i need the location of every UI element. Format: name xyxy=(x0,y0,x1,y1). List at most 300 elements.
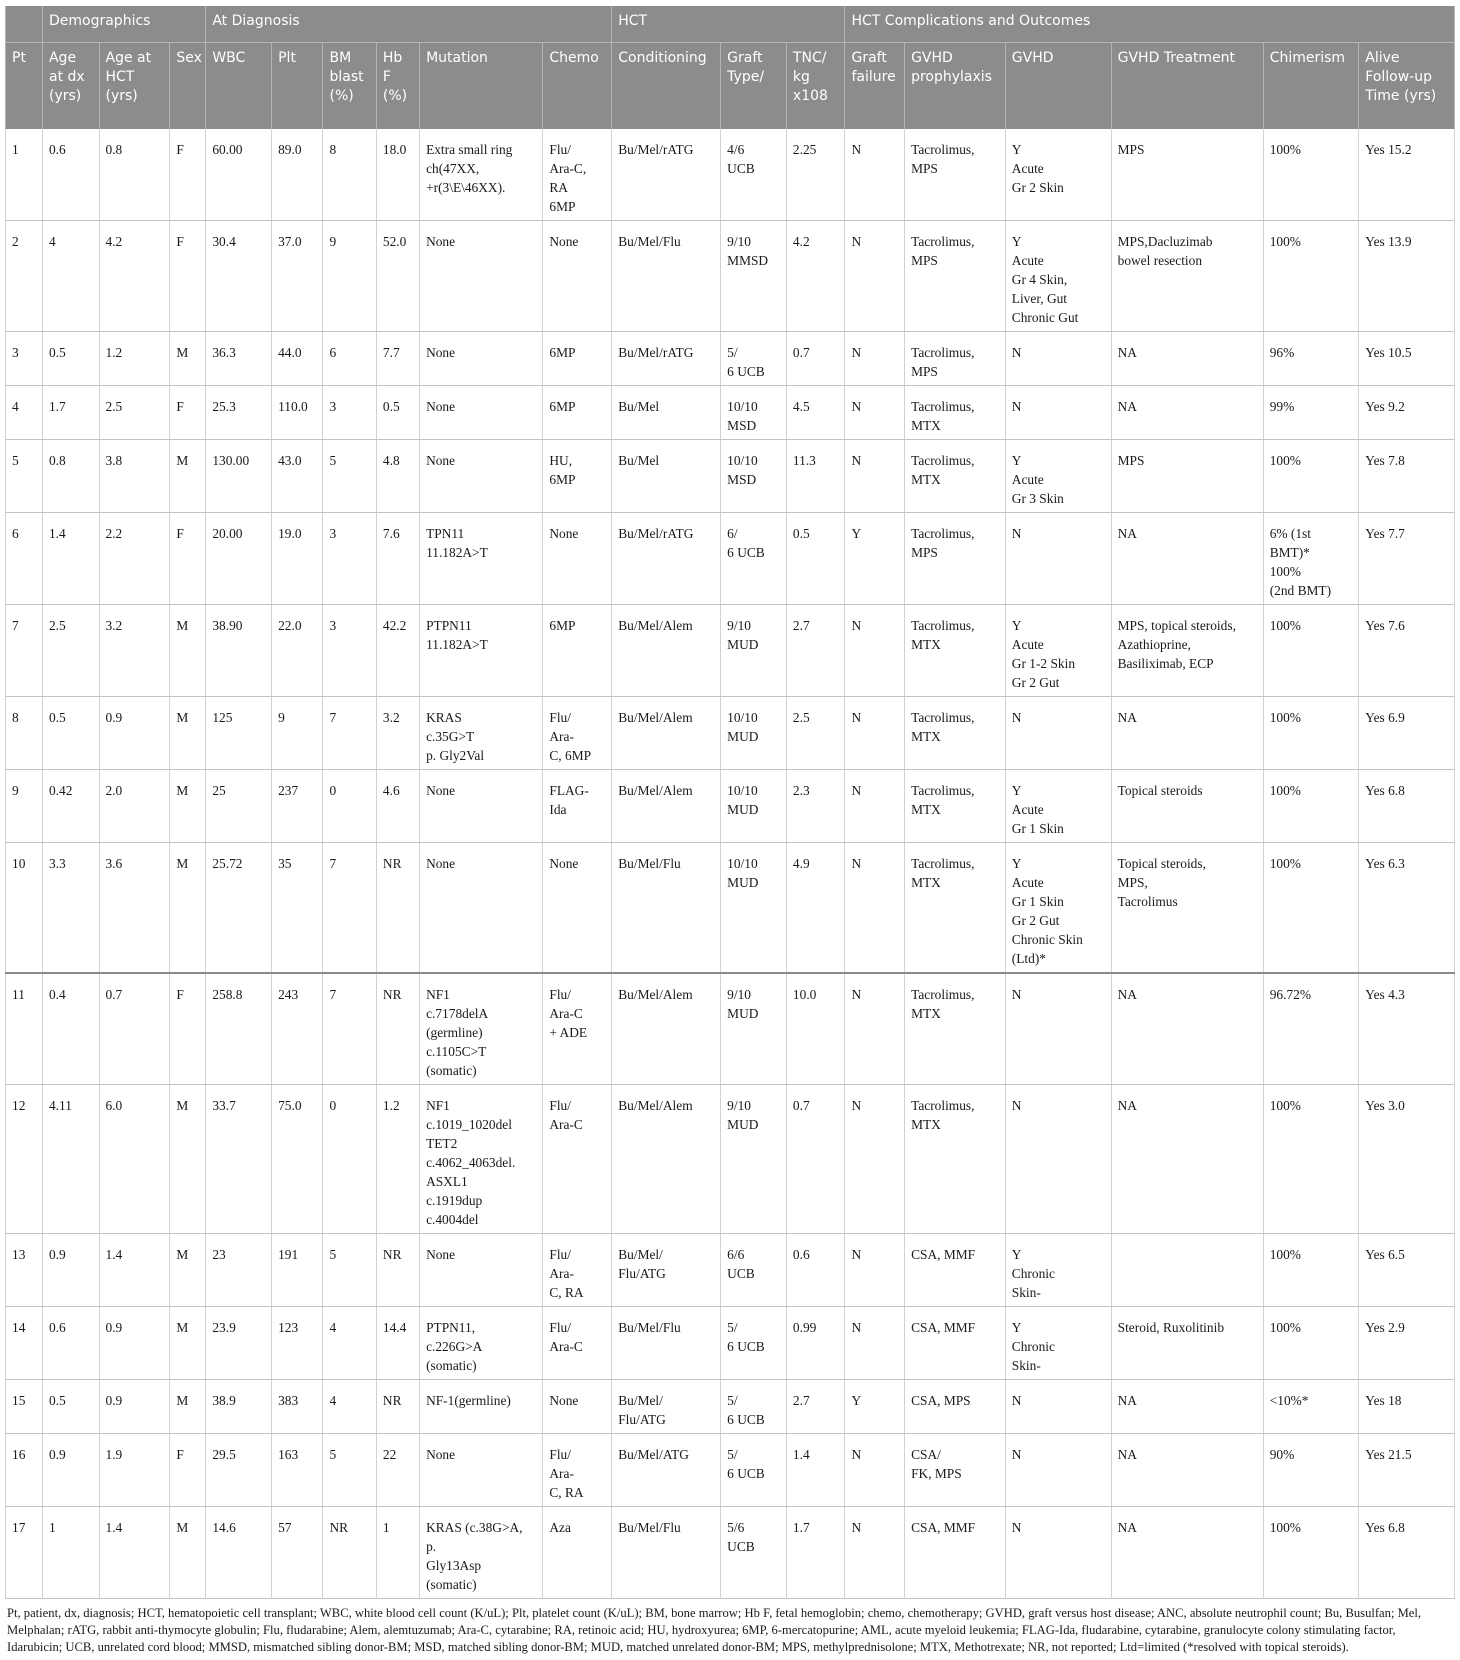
table-cell: N xyxy=(1005,1434,1111,1507)
table-cell: 38.9 xyxy=(206,1380,272,1434)
table-cell: Flu/ Ara-C, RA 6MP xyxy=(543,129,612,221)
table-row xyxy=(6,843,1455,974)
table-cell: 8 xyxy=(323,129,376,221)
table-cell: 5 xyxy=(323,440,376,513)
table-cell: 258.8 xyxy=(206,973,272,1085)
column-header: Sex xyxy=(170,43,206,130)
column-header: Chimerism xyxy=(1263,43,1359,130)
table-cell: 0 xyxy=(323,1085,376,1234)
table-cell: 2.3 xyxy=(786,770,845,843)
table-cell: NF1 c.7178delA (germline) c.1105C>T (somatic) xyxy=(420,973,543,1085)
table-cell: 1.4 xyxy=(42,513,99,605)
table-cell: 9/10 MUD xyxy=(721,973,787,1085)
table-cell: Y Acute Gr 3 Skin xyxy=(1005,440,1111,513)
table-cell: F xyxy=(170,973,206,1085)
table-cell: MPS xyxy=(1111,440,1263,513)
table-cell: 3.8 xyxy=(99,440,170,513)
table-cell: N xyxy=(845,843,905,974)
column-header: GVHD prophylaxis xyxy=(905,43,1006,130)
table-cell: Tacrolimus, MTX xyxy=(905,1085,1006,1234)
table-cell: NR xyxy=(376,843,419,974)
table-cell: 0.6 xyxy=(42,1307,99,1380)
table-cell: M xyxy=(170,843,206,974)
table-cell: MPS xyxy=(1111,129,1263,221)
table-cell: Yes 6.3 xyxy=(1359,843,1455,974)
table-cell: 6.0 xyxy=(99,1085,170,1234)
table-cell: M xyxy=(170,605,206,697)
table-cell: Extra small ring ch(47XX, +r(3\E\46XX). xyxy=(420,129,543,221)
column-header: Graft Type/ xyxy=(721,43,787,130)
table-cell: 100% xyxy=(1263,440,1359,513)
table-cell: 10/10 MUD xyxy=(721,843,787,974)
table-cell: 0.4 xyxy=(42,973,99,1085)
table-cell: Bu/Mel/Flu xyxy=(612,1507,721,1599)
table-cell: None xyxy=(420,221,543,332)
group-header-blank xyxy=(6,6,43,43)
table-cell: 1.4 xyxy=(99,1507,170,1599)
table-cell: Tacrolimus, MPS xyxy=(905,129,1006,221)
table-cell: Aza xyxy=(543,1507,612,1599)
table-cell: 16 xyxy=(6,1434,43,1507)
table-cell: N xyxy=(1005,513,1111,605)
table-cell: N xyxy=(1005,1085,1111,1234)
table-cell: 52.0 xyxy=(376,221,419,332)
table-cell: 4/6 UCB xyxy=(721,129,787,221)
table-cell: 5/ 6 UCB xyxy=(721,332,787,386)
table-cell: Flu/ Ara-C xyxy=(543,1307,612,1380)
table-cell: Topical steroids, MPS, Tacrolimus xyxy=(1111,843,1263,974)
table-cell: 100% xyxy=(1263,221,1359,332)
table-cell: 10.0 xyxy=(786,973,845,1085)
table-cell: N xyxy=(845,440,905,513)
table-cell: 43.0 xyxy=(272,440,323,513)
table-cell: 2.2 xyxy=(99,513,170,605)
table-cell: 100% xyxy=(1263,1085,1359,1234)
table-cell: F xyxy=(170,1434,206,1507)
table-cell: 4.8 xyxy=(376,440,419,513)
table-cell: NR xyxy=(376,973,419,1085)
table-cell: M xyxy=(170,770,206,843)
table-cell: PTPN11 11.182A>T xyxy=(420,605,543,697)
table-cell: 14 xyxy=(6,1307,43,1380)
table-cell: 0.7 xyxy=(99,973,170,1085)
table-cell: NF1 c.1019_1020del TET2 c.4062_4063del. ASXL1 c.1919dup c.4004del xyxy=(420,1085,543,1234)
table-cell: Yes 18 xyxy=(1359,1380,1455,1434)
table-cell: 35 xyxy=(272,843,323,974)
table-cell: 9/10 MUD xyxy=(721,1085,787,1234)
table-cell: 11.3 xyxy=(786,440,845,513)
table-cell: 6 xyxy=(6,513,43,605)
table-cell: 0.5 xyxy=(42,697,99,770)
table-cell: Bu/Mel/Flu xyxy=(612,1307,721,1380)
table-cell: 1.4 xyxy=(99,1234,170,1307)
table-cell: N xyxy=(1005,332,1111,386)
table-cell: 7 xyxy=(323,843,376,974)
table-cell: CSA, MMF xyxy=(905,1234,1006,1307)
column-header: Alive Follow-up Time (yrs) xyxy=(1359,43,1455,130)
table-cell: Tacrolimus, MTX xyxy=(905,605,1006,697)
table-cell: 110.0 xyxy=(272,386,323,440)
table-cell: N xyxy=(845,221,905,332)
table-cell: N xyxy=(845,1085,905,1234)
table-cell: Yes 6.9 xyxy=(1359,697,1455,770)
table-cell: 0.9 xyxy=(42,1234,99,1307)
table-cell: 3 xyxy=(323,513,376,605)
table-cell: 1 xyxy=(6,129,43,221)
table-cell: Tacrolimus, MPS xyxy=(905,513,1006,605)
table-body xyxy=(6,129,1455,1599)
table-cell: Bu/Mel/Flu xyxy=(612,843,721,974)
table-cell: None xyxy=(420,332,543,386)
table-cell: 17 xyxy=(6,1507,43,1599)
table-cell: M xyxy=(170,697,206,770)
table-cell: Bu/Mel/rATG xyxy=(612,332,721,386)
table-cell: NA xyxy=(1111,1380,1263,1434)
table-cell: 12 xyxy=(6,1085,43,1234)
table-cell: N xyxy=(845,129,905,221)
table-cell: F xyxy=(170,221,206,332)
table-cell: 0.9 xyxy=(42,1434,99,1507)
table-cell: Bu/Mel/ Flu/ATG xyxy=(612,1234,721,1307)
table-cell: NA xyxy=(1111,386,1263,440)
table-cell: NA xyxy=(1111,1085,1263,1234)
table-cell: 130.00 xyxy=(206,440,272,513)
table-cell: 22.0 xyxy=(272,605,323,697)
table-cell: Bu/Mel xyxy=(612,386,721,440)
table-cell: 0.5 xyxy=(786,513,845,605)
table-cell: Tacrolimus, MTX xyxy=(905,386,1006,440)
table-cell: None xyxy=(543,843,612,974)
table-cell: 37.0 xyxy=(272,221,323,332)
table-cell: 100% xyxy=(1263,129,1359,221)
table-row xyxy=(6,440,1455,513)
table-cell: Topical steroids xyxy=(1111,770,1263,843)
table-cell: None xyxy=(543,221,612,332)
table-cell: 6 xyxy=(323,332,376,386)
table-cell: 9 xyxy=(272,697,323,770)
table-cell: HU, 6MP xyxy=(543,440,612,513)
table-cell: 25 xyxy=(206,770,272,843)
table-cell: NF-1(germline) xyxy=(420,1380,543,1434)
group-header-at-diagnosis: At Diagnosis xyxy=(206,6,612,43)
table-cell: Y Acute Gr 4 Skin, Liver, Gut Chronic Gut xyxy=(1005,221,1111,332)
header-group-row xyxy=(6,6,1455,43)
table-cell: 2.7 xyxy=(786,605,845,697)
table-cell: 2.5 xyxy=(786,697,845,770)
table-cell: Y Chronic Skin- xyxy=(1005,1307,1111,1380)
table-cell: 4 xyxy=(42,221,99,332)
table-cell: 9 xyxy=(6,770,43,843)
table-cell: 14.4 xyxy=(376,1307,419,1380)
table-cell: 1.4 xyxy=(786,1434,845,1507)
table-cell: N xyxy=(1005,973,1111,1085)
table-cell: 3.6 xyxy=(99,843,170,974)
table-cell: 6MP xyxy=(543,605,612,697)
table-cell: N xyxy=(845,1307,905,1380)
table-cell: 0.42 xyxy=(42,770,99,843)
table-cell: N xyxy=(845,770,905,843)
table-cell: KRAS (c.38G>A, p. Gly13Asp (somatic) xyxy=(420,1507,543,1599)
table-cell: Yes 3.0 xyxy=(1359,1085,1455,1234)
table-cell: 4.6 xyxy=(376,770,419,843)
table-cell: Bu/Mel/Alem xyxy=(612,1085,721,1234)
table-cell: Y Acute Gr 1 Skin Gr 2 Gut Chronic Skin (Ltd)* xyxy=(1005,843,1111,974)
table-cell: 100% xyxy=(1263,605,1359,697)
table-cell: 1.9 xyxy=(99,1434,170,1507)
table-cell: M xyxy=(170,1234,206,1307)
table-cell: N xyxy=(845,973,905,1085)
table-cell: 99% xyxy=(1263,386,1359,440)
table-cell: Bu/Mel/rATG xyxy=(612,513,721,605)
table-row xyxy=(6,605,1455,697)
table-cell: 0.6 xyxy=(786,1234,845,1307)
table-cell: 9/10 MMSD xyxy=(721,221,787,332)
table-row xyxy=(6,1085,1455,1234)
table-cell: 15 xyxy=(6,1380,43,1434)
table-cell: Yes 10.5 xyxy=(1359,332,1455,386)
table-cell: 7 xyxy=(6,605,43,697)
table-cell: 11 xyxy=(6,973,43,1085)
table-cell: NA xyxy=(1111,1434,1263,1507)
table-cell: Yes 15.2 xyxy=(1359,129,1455,221)
table-cell: 100% xyxy=(1263,697,1359,770)
table-cell: 6MP xyxy=(543,332,612,386)
table-cell: 10/10 MSD xyxy=(721,440,787,513)
table-cell: 60.00 xyxy=(206,129,272,221)
table-cell: 191 xyxy=(272,1234,323,1307)
table-cell: CSA, MPS xyxy=(905,1380,1006,1434)
table-cell: 2.5 xyxy=(99,386,170,440)
table-cell: 2.7 xyxy=(786,1380,845,1434)
table-cell: M xyxy=(170,332,206,386)
table-cell: None xyxy=(420,440,543,513)
table-cell: N xyxy=(845,386,905,440)
table-cell: N xyxy=(1005,1507,1111,1599)
table-row xyxy=(6,973,1455,1085)
table-cell: Bu/Mel/Alem xyxy=(612,697,721,770)
table-cell: M xyxy=(170,1507,206,1599)
table-row xyxy=(6,221,1455,332)
table-cell: 22 xyxy=(376,1434,419,1507)
table-cell: 5 xyxy=(6,440,43,513)
table-cell: F xyxy=(170,386,206,440)
table-cell: Yes 6.8 xyxy=(1359,770,1455,843)
table-cell: Tacrolimus, MTX xyxy=(905,770,1006,843)
table-cell: CSA, MMF xyxy=(905,1507,1006,1599)
table-cell: Tacrolimus, MTX xyxy=(905,697,1006,770)
table-cell: NA xyxy=(1111,973,1263,1085)
table-cell: 1.7 xyxy=(42,386,99,440)
column-header: WBC xyxy=(206,43,272,130)
table-cell: 57 xyxy=(272,1507,323,1599)
table-cell: 100% xyxy=(1263,770,1359,843)
table-cell: 5 xyxy=(323,1234,376,1307)
table-cell: None xyxy=(420,1234,543,1307)
table-cell: Bu/Mel xyxy=(612,440,721,513)
table-cell: 7 xyxy=(323,973,376,1085)
table-cell: 4.11 xyxy=(42,1085,99,1234)
table-cell: 2.5 xyxy=(42,605,99,697)
table-cell: 14.6 xyxy=(206,1507,272,1599)
table-cell: Bu/Mel/ATG xyxy=(612,1434,721,1507)
table-cell: Yes 6.5 xyxy=(1359,1234,1455,1307)
table-cell: CSA/ FK, MPS xyxy=(905,1434,1006,1507)
table-cell: 1.2 xyxy=(376,1085,419,1234)
table-cell: 4.5 xyxy=(786,386,845,440)
table-cell: 1.2 xyxy=(99,332,170,386)
column-header: BM blast (%) xyxy=(323,43,376,130)
table-cell: Flu/ Ara- C, RA xyxy=(543,1434,612,1507)
column-header: Age at HCT (yrs) xyxy=(99,43,170,130)
group-header-demographics: Demographics xyxy=(42,6,205,43)
table-cell: Bu/Mel/Alem xyxy=(612,605,721,697)
table-cell: 100% xyxy=(1263,1507,1359,1599)
table-cell: N xyxy=(1005,386,1111,440)
table-cell: Bu/Mel/rATG xyxy=(612,129,721,221)
table-cell: None xyxy=(420,843,543,974)
table-cell: Bu/Mel/Flu xyxy=(612,221,721,332)
table-cell: N xyxy=(845,697,905,770)
table-cell: Tacrolimus, MPS xyxy=(905,332,1006,386)
table-cell: 4.9 xyxy=(786,843,845,974)
table-cell: 89.0 xyxy=(272,129,323,221)
table-cell: NA xyxy=(1111,1507,1263,1599)
table-cell: N xyxy=(1005,697,1111,770)
column-header: GVHD xyxy=(1005,43,1111,130)
table-cell: 100% xyxy=(1263,843,1359,974)
table-cell: 0.7 xyxy=(786,1085,845,1234)
table-cell: 4 xyxy=(323,1307,376,1380)
table-cell: 10 xyxy=(6,843,43,974)
table-row xyxy=(6,1434,1455,1507)
column-header: TNC/ kg x108 xyxy=(786,43,845,130)
table-cell: 3.2 xyxy=(376,697,419,770)
column-header-row xyxy=(6,43,1455,130)
table-cell: Flu/ Ara- C, RA xyxy=(543,1234,612,1307)
table-cell: 13 xyxy=(6,1234,43,1307)
table-cell: 6MP xyxy=(543,386,612,440)
table-cell: Yes 2.9 xyxy=(1359,1307,1455,1380)
table-cell: 4.2 xyxy=(99,221,170,332)
table-cell: M xyxy=(170,1380,206,1434)
table-cell: 96% xyxy=(1263,332,1359,386)
table-cell: 2.0 xyxy=(99,770,170,843)
table-cell: Yes 21.5 xyxy=(1359,1434,1455,1507)
table-row xyxy=(6,1380,1455,1434)
table-cell: 3 xyxy=(6,332,43,386)
table-cell: 10/10 MUD xyxy=(721,770,787,843)
table-cell: M xyxy=(170,440,206,513)
table-cell: 3 xyxy=(323,386,376,440)
table-cell: 0.7 xyxy=(786,332,845,386)
table-cell: None xyxy=(420,386,543,440)
table-cell: 20.00 xyxy=(206,513,272,605)
table-cell: 7.7 xyxy=(376,332,419,386)
table-cell: 7.6 xyxy=(376,513,419,605)
table-cell: 5 xyxy=(323,1434,376,1507)
table-cell: 4 xyxy=(323,1380,376,1434)
table-cell: Tacrolimus, MTX xyxy=(905,440,1006,513)
table-cell: Yes 7.7 xyxy=(1359,513,1455,605)
table-cell: 7 xyxy=(323,697,376,770)
table-row xyxy=(6,1307,1455,1380)
column-header: GVHD Treatment xyxy=(1111,43,1263,130)
column-header: Conditioning xyxy=(612,43,721,130)
table-cell: 6% (1st BMT)* 100% (2nd BMT) xyxy=(1263,513,1359,605)
table-cell: Y xyxy=(845,1380,905,1434)
table-cell xyxy=(1111,1234,1263,1307)
table-cell: Y Acute Gr 2 Skin xyxy=(1005,129,1111,221)
table-cell: Tacrolimus, MTX xyxy=(905,843,1006,974)
table-cell: Tacrolimus, MTX xyxy=(905,973,1006,1085)
table-cell: 123 xyxy=(272,1307,323,1380)
table-row xyxy=(6,1234,1455,1307)
table-cell: 25.72 xyxy=(206,843,272,974)
table-container xyxy=(5,6,1455,1656)
table-cell: 3.3 xyxy=(42,843,99,974)
table-cell: 0.5 xyxy=(42,1380,99,1434)
table-cell: Y Acute Gr 1 Skin xyxy=(1005,770,1111,843)
table-cell: 383 xyxy=(272,1380,323,1434)
table-cell: N xyxy=(1005,1380,1111,1434)
column-header: Mutation xyxy=(420,43,543,130)
table-cell: 1 xyxy=(376,1507,419,1599)
table-cell: Yes 7.8 xyxy=(1359,440,1455,513)
table-cell: 237 xyxy=(272,770,323,843)
table-cell: CSA, MMF xyxy=(905,1307,1006,1380)
table-cell: 0.99 xyxy=(786,1307,845,1380)
table-cell: Tacrolimus, MPS xyxy=(905,221,1006,332)
table-cell: N xyxy=(845,332,905,386)
table-cell: MPS, topical steroids, Azathioprine, Basiliximab, ECP xyxy=(1111,605,1263,697)
table-cell: 5/6 UCB xyxy=(721,1507,787,1599)
table-cell: 90% xyxy=(1263,1434,1359,1507)
group-header-hct: HCT xyxy=(612,6,845,43)
table-cell: 44.0 xyxy=(272,332,323,386)
table-cell: Bu/Mel/Alem xyxy=(612,973,721,1085)
table-cell: 0.9 xyxy=(99,1307,170,1380)
table-cell: 23 xyxy=(206,1234,272,1307)
table-cell: 6/ 6 UCB xyxy=(721,513,787,605)
table-cell: 75.0 xyxy=(272,1085,323,1234)
table-cell: F xyxy=(170,129,206,221)
table-cell: Flu/ Ara- C, 6MP xyxy=(543,697,612,770)
table-cell: 0.8 xyxy=(42,440,99,513)
table-cell: Yes 9.2 xyxy=(1359,386,1455,440)
table-cell: 163 xyxy=(272,1434,323,1507)
table-cell: NR xyxy=(376,1380,419,1434)
table-cell: 0 xyxy=(323,770,376,843)
table-cell: 0.9 xyxy=(99,697,170,770)
table-cell: None xyxy=(543,513,612,605)
table-cell: 30.4 xyxy=(206,221,272,332)
column-header: Pt xyxy=(6,43,43,130)
table-cell: 2 xyxy=(6,221,43,332)
table-cell: 3 xyxy=(323,605,376,697)
table-cell: 4 xyxy=(6,386,43,440)
table-cell: N xyxy=(845,1434,905,1507)
table-cell: 5/ 6 UCB xyxy=(721,1434,787,1507)
column-header: Hb F (%) xyxy=(376,43,419,130)
table-footnote: Pt, patient, dx, diagnosis; HCT, hematopoietic cell transplant; WBC, white blood cell count (K/uL); Plt, platelet count (K/uL); BM, bone marrow; Hb F, fetal hemoglobin; chemo, chemotherapy; GVHD, graft versus host disease; ANC, absolute neutrophil count; Bu, Busulfan; Mel, Melphalan; rATG, rabbit anti-thymocyte globulin; Flu, fludarabine; Alem, alemtuzumab; Ara-C, cytarabine; RA, retinoic acid; HU, hydroxyurea; 6MP, 6-mercatopurine; AML, acute myeloid leukemia; FLAG-Ida, fludarabine, cytarabine, granulocyte colony stimulating factor, Idarubicin; UCB, unrelated cord blood; MMSD, mismatched sibling donor-BM; MSD, matched sibling donor-BM; MUD, matched unrelated donor-BM; MPS, methylprednisolone; MTX, Methotrexate; NR, not reported; Ltd=limited (*resolved with topical steroids). xyxy=(7,1606,1422,1654)
table-cell: 3.2 xyxy=(99,605,170,697)
table-cell: Yes 6.8 xyxy=(1359,1507,1455,1599)
table-cell: 0.9 xyxy=(99,1380,170,1434)
table-cell: M xyxy=(170,1307,206,1380)
table-cell: 0.8 xyxy=(99,129,170,221)
table-cell: N xyxy=(845,1507,905,1599)
table-cell: None xyxy=(543,1380,612,1434)
